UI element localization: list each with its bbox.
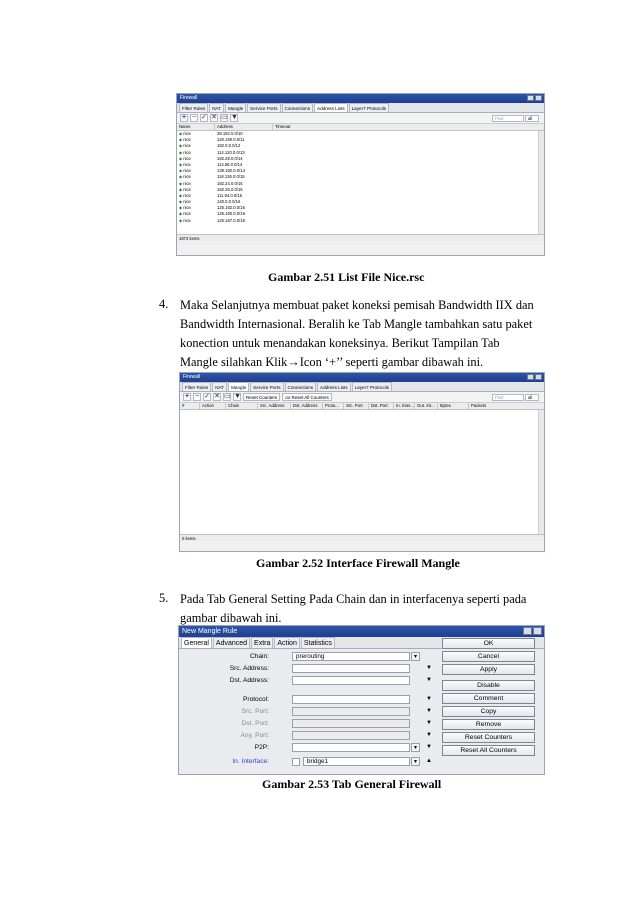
column-packets[interactable]: Packets — [471, 403, 487, 408]
tab-nat[interactable]: NAT — [212, 382, 227, 391]
address-cell: 140.0.0.0/16 — [217, 199, 241, 205]
caption-fig-2-51: Gambar 2.51 List File Nice.rsc — [268, 270, 425, 284]
filter-icon[interactable]: ▼ — [231, 114, 238, 121]
close-button[interactable] — [535, 374, 542, 380]
entry-icon: ◆ — [179, 161, 184, 167]
firewall-tabs — [180, 382, 544, 392]
tab-filter-rules[interactable]: Filter Rules — [182, 382, 211, 391]
column-bytes[interactable]: Bytes — [438, 403, 469, 409]
expand-arrow-icon[interactable]: ▼ — [426, 720, 432, 726]
disable-icon[interactable]: ✕ — [211, 114, 217, 121]
window-title-bar — [177, 94, 544, 103]
entry-icon: ◆ — [179, 211, 184, 217]
column-chain[interactable]: Chain — [226, 403, 258, 409]
tab-action[interactable]: Action — [274, 637, 299, 648]
column-src-address[interactable]: Src. Address — [258, 403, 291, 409]
dst-port-label: Dst. Port: — [241, 720, 269, 727]
tab-mangle[interactable]: Mangle — [228, 382, 249, 391]
copy-button[interactable]: Copy — [442, 706, 535, 717]
tab-connections[interactable]: Connections — [282, 103, 314, 112]
comment-icon[interactable]: ▭ — [221, 114, 228, 121]
address-cell: 111.94.0.0/15 — [217, 192, 242, 198]
address-cell: 139.192.0.0/14 — [217, 168, 245, 174]
disable-button[interactable]: Disable — [442, 680, 535, 691]
column-timeout[interactable]: Timeout — [275, 124, 291, 129]
filter-icon[interactable]: ▼ — [234, 393, 241, 400]
address-cell: 39.192.0.0/10 — [217, 131, 243, 136]
window-title: New Mangle Rule — [182, 628, 238, 635]
chain-label: Chain: — [249, 653, 269, 660]
status-bar: 0 items — [180, 534, 544, 541]
comment-button[interactable]: Comment — [442, 693, 535, 704]
find-input[interactable]: Find — [492, 394, 524, 401]
step-number: 5. — [159, 591, 169, 605]
list-name: nice — [183, 168, 191, 174]
window-title: Firewall — [183, 374, 201, 380]
list-name: nice — [183, 174, 191, 180]
column-protocol[interactable]: Proto... — [323, 403, 344, 409]
tab-extra[interactable]: Extra — [251, 637, 273, 648]
list-name: nice — [183, 155, 191, 161]
step-number: 4. — [159, 297, 169, 311]
close-button[interactable] — [533, 627, 542, 635]
find-filter-select[interactable]: all — [525, 115, 539, 122]
list-name: nice — [183, 199, 191, 205]
restore-button[interactable] — [527, 374, 534, 380]
tab-layer7-protocols[interactable]: Layer7 Protocols — [352, 382, 392, 391]
entry-icon: ◆ — [179, 168, 184, 174]
column-action[interactable]: Action — [200, 403, 226, 409]
entry-icon: ◆ — [179, 137, 184, 143]
protocol-row — [179, 694, 434, 706]
firewall-tabs — [177, 103, 544, 113]
address-cell: 125.167.0.0/16 — [217, 217, 245, 223]
dst-port-row — [179, 718, 434, 730]
enable-icon[interactable]: ✓ — [201, 114, 207, 121]
address-cell: 118.136.0.0/15 — [217, 174, 245, 180]
reset-counters-button[interactable]: Reset Counters — [442, 732, 535, 743]
p2p-select[interactable] — [292, 743, 410, 752]
collapse-arrow-icon[interactable]: ▲ — [426, 758, 432, 764]
scrollbar[interactable] — [538, 410, 544, 534]
dst-address-label: Dst. Address: — [229, 677, 269, 684]
tab-general[interactable]: General — [181, 637, 212, 648]
apply-button[interactable]: Apply — [442, 664, 535, 675]
text-line: Maka Selanjutnya membuat paket koneksi pemisah Bandwidth IIX dan — [180, 298, 534, 312]
list-name: nice — [183, 137, 191, 143]
column-in-interface[interactable]: In. Inter... — [396, 403, 414, 408]
expand-arrow-icon[interactable]: ▼ — [426, 696, 432, 702]
protocol-label: Protocol: — [242, 696, 269, 703]
address-cell: 120.160.0.0/11 — [217, 137, 245, 143]
expand-arrow-icon[interactable]: ▼ — [426, 677, 432, 683]
address-list-window — [176, 93, 545, 256]
close-button[interactable] — [535, 95, 542, 101]
new-mangle-rule-window — [178, 625, 545, 775]
src-port-input — [292, 707, 410, 716]
src-port-row — [179, 706, 434, 718]
restore-button[interactable] — [527, 95, 534, 101]
entry-icon: ◆ — [179, 180, 184, 186]
list-name: nice — [183, 186, 191, 192]
step-4-text — [180, 296, 534, 372]
protocol-select[interactable] — [292, 695, 410, 704]
entry-icon: ◆ — [179, 131, 184, 136]
expand-arrow-icon[interactable]: ▼ — [426, 732, 432, 738]
negate-checkbox[interactable] — [292, 758, 300, 766]
in-interface-select[interactable]: bridge1 — [303, 757, 410, 766]
reset-counters-button[interactable]: Reset Counters — [243, 393, 280, 401]
toolbar — [177, 113, 544, 124]
list-name: nice — [183, 211, 191, 217]
list-name: nice — [183, 143, 191, 149]
scrollbar[interactable] — [538, 131, 544, 234]
list-name: nice — [183, 131, 191, 136]
tab-layer7-protocols[interactable]: Layer7 Protocols — [349, 103, 389, 112]
p2p-label: P2P: — [254, 744, 269, 751]
find-filter-select[interactable]: all — [525, 394, 539, 401]
table-header — [177, 124, 544, 131]
add-icon[interactable]: + — [184, 393, 190, 400]
table-header — [180, 403, 544, 410]
comment-icon[interactable]: ▭ — [224, 393, 231, 400]
address-cell: 182.24.0.0/15 — [217, 180, 243, 186]
entry-icon: ◆ — [179, 155, 184, 161]
disable-icon[interactable]: ✕ — [214, 393, 220, 400]
list-name: nice — [183, 217, 191, 223]
add-icon[interactable]: + — [181, 114, 187, 121]
address-list-table — [177, 131, 544, 234]
entry-icon: ◆ — [179, 174, 184, 180]
cancel-button[interactable]: Cancel — [442, 651, 535, 662]
status-bar: 1873 items — [177, 234, 544, 241]
in-interface-row — [179, 756, 434, 768]
any-port-input — [292, 731, 410, 740]
name-cell — [177, 218, 215, 224]
column-src-port[interactable]: Src. Port — [344, 403, 369, 409]
expand-arrow-icon[interactable]: ▼ — [426, 708, 432, 714]
chain-select[interactable]: prerouting — [292, 652, 410, 661]
p2p-row — [179, 742, 434, 754]
text-line: konection untuk menandakan koneksinya. Berikut Tampilan Tab — [180, 336, 500, 350]
list-name: nice — [183, 161, 191, 167]
chevron-down-icon[interactable]: ▾ — [411, 757, 420, 766]
address-cell: 114.56.0.0/14 — [217, 161, 243, 167]
text-line: Pada Tab General Setting Pada Chain dan in interfacenya seperti pada — [180, 592, 527, 606]
toolbar — [180, 392, 544, 403]
column-dst-address[interactable]: Dst. Address — [291, 403, 323, 409]
address-cell: 182.26.0.0/15 — [217, 186, 243, 192]
window-title: Firewall — [180, 95, 198, 101]
tab-connections[interactable]: Connections — [285, 382, 317, 391]
list-name: nice — [183, 180, 191, 186]
address-cell: 182.0.0.0/12 — [217, 143, 241, 149]
src-address-label: Src. Address: — [229, 665, 269, 672]
caption-fig-2-52: Gambar 2.52 Interface Firewall Mangle — [256, 556, 460, 570]
entry-icon: ◆ — [179, 217, 184, 223]
entry-icon: ◆ — [179, 192, 184, 198]
entry-icon: ◆ — [179, 199, 184, 205]
tab-service-ports[interactable]: Service Ports — [250, 382, 283, 391]
src-address-input[interactable] — [292, 664, 410, 673]
reset-all-counters-button[interactable]: Reset All Counters — [442, 745, 535, 756]
text-line: gambar dibawah ini. — [180, 611, 282, 625]
tab-nat[interactable]: NAT — [209, 103, 224, 112]
remove-button[interactable]: Remove — [442, 719, 535, 730]
step-5-text — [180, 590, 526, 628]
tab-statistics[interactable]: Statistics — [301, 637, 335, 648]
tab-mangle[interactable]: Mangle — [225, 103, 246, 112]
column-address[interactable]: Address — [215, 124, 273, 130]
caption-fig-2-53: Gambar 2.53 Tab General Firewall — [262, 777, 442, 791]
restore-button[interactable] — [523, 627, 532, 635]
list-name: nice — [183, 149, 191, 155]
expand-arrow-icon[interactable]: ▼ — [426, 744, 432, 750]
chevron-down-icon[interactable]: ▾ — [411, 743, 420, 752]
tab-filter-rules[interactable]: Filter Rules — [179, 103, 208, 112]
list-name: nice — [183, 205, 191, 211]
dst-port-input — [292, 719, 410, 728]
src-port-label: Src. Port: — [241, 708, 269, 715]
ok-button[interactable]: OK — [442, 638, 535, 649]
column-number[interactable]: # — [180, 403, 200, 409]
src-address-row — [179, 663, 434, 675]
enable-icon[interactable]: ✓ — [204, 393, 210, 400]
mangle-table — [180, 410, 544, 534]
column-name[interactable]: Name — [177, 124, 215, 130]
entry-icon: ◆ — [179, 143, 184, 149]
column-out-interface[interactable]: Out. Int... — [415, 403, 438, 409]
tab-address-lists[interactable]: Address Lists — [314, 103, 348, 112]
mangle-window — [179, 372, 545, 552]
dst-address-row — [179, 675, 434, 687]
remove-icon[interactable]: − — [194, 393, 200, 400]
table-row[interactable] — [177, 218, 544, 224]
in-interface-label: In. Interface: — [232, 758, 269, 765]
address-cell: 125.162.0.0/16 — [217, 205, 245, 211]
any-port-row — [179, 730, 434, 742]
any-port-label: Any. Port: — [240, 732, 269, 739]
expand-arrow-icon[interactable]: ▼ — [426, 665, 432, 671]
entry-icon: ◆ — [179, 205, 184, 211]
tab-address-lists[interactable]: Address Lists — [317, 382, 351, 391]
entry-icon: ◆ — [179, 186, 184, 192]
address-cell: 125.160.0.0/16 — [217, 211, 245, 217]
reset-all-counters-button[interactable]: oo Reset All Counters — [282, 393, 332, 401]
entry-icon: ◆ — [179, 149, 184, 155]
text-line: Bandwidth Internasional. Beralih ke Tab Mangle tambahkan satu paket — [180, 317, 533, 331]
address-cell: 114.120.0.0/13 — [217, 149, 245, 155]
text-line: Mangle silahkan Klik→Icon ‘+’’ seperti gambar dibawah ini. — [180, 355, 484, 369]
dst-address-input[interactable] — [292, 676, 410, 685]
chevron-down-icon[interactable]: ▾ — [411, 652, 420, 661]
find-input[interactable]: Find — [492, 115, 524, 122]
remove-icon[interactable]: − — [191, 114, 197, 121]
rule-form — [179, 651, 439, 775]
window-title-bar — [179, 626, 544, 637]
address-cell: 182.28.0.0/14 — [217, 155, 243, 161]
window-title-bar — [180, 373, 544, 382]
tab-service-ports[interactable]: Service Ports — [247, 103, 280, 112]
chain-row — [179, 651, 434, 663]
tab-advanced[interactable]: Advanced — [213, 637, 250, 648]
list-name: nice — [183, 192, 191, 198]
column-dst-port[interactable]: Dst. Port — [369, 403, 394, 409]
